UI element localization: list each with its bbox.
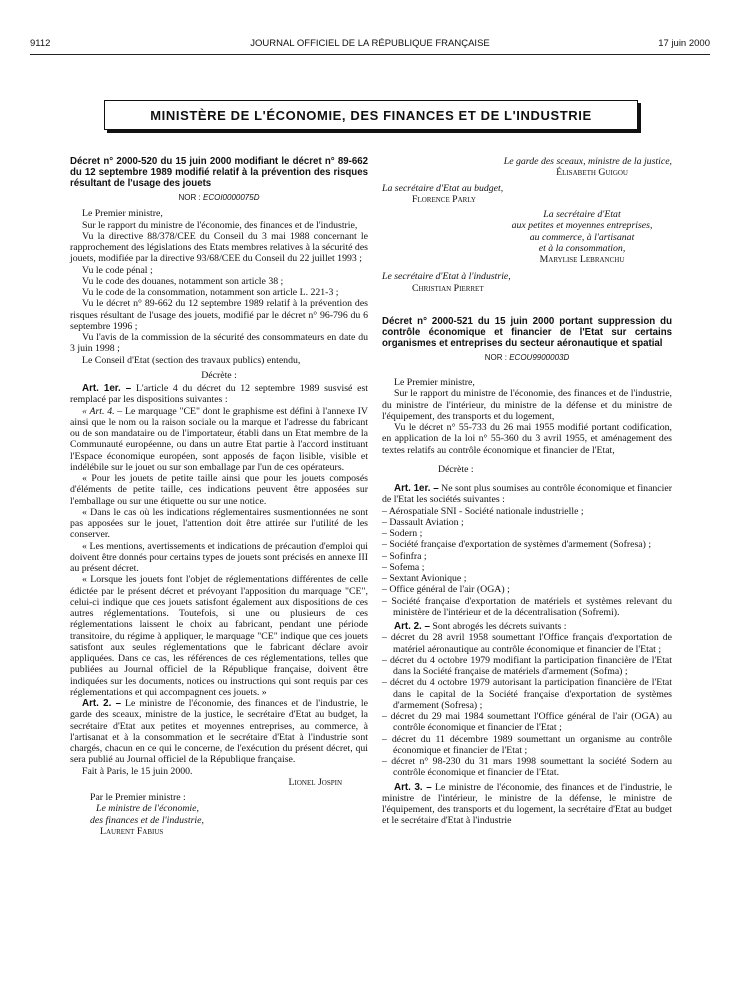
decree2-article-2 xyxy=(382,621,672,632)
signature-name: Christian Pierret xyxy=(412,282,484,294)
nor-label: NOR : xyxy=(178,193,201,202)
list-item: – Office général de l'air (OGA) ; xyxy=(382,584,672,595)
preamble-line: Sur le rapport du ministre de l'économie, des finances et de l'industrie, xyxy=(82,219,358,231)
signature-title: Le garde des sceaux, ministre de la justice, xyxy=(503,156,672,167)
preamble-line: Vu le décret n° 55-733 du 26 mai 1955 modifié portant codification, en application de la loi n° 55-360 du 3 avril 1955, et aménagement des textes relatifs au contrôle économique et financier de l'Etat, xyxy=(382,422,672,456)
decree2-article-1 xyxy=(382,483,672,506)
decree1-nor xyxy=(70,192,368,203)
preamble-line: Vu le code de la consommation, notamment son article L. 221-3 ; xyxy=(82,287,339,298)
article-text: Sont abrogés les décrets suivants : xyxy=(432,621,567,632)
signature-guigou xyxy=(382,156,672,179)
article-4-para: « Les mentions, avertissements et indications de précaution d'emploi qui doivent être donnés pour certains types de jouets sont précisés en annexe III au présent décret. xyxy=(70,540,368,574)
minister-signature xyxy=(70,792,368,837)
decree2-article-3 xyxy=(382,782,672,827)
article-4-para: « Lorsque les jouets font l'objet de réglementations différentes de celle édictée par le présent décret et prévoyant l'apposition du marquage "CE", celui-ci indique que ces jouets satisfont également aux dispositions de ces autres réglementations. Toutefois, si une ou plusieurs de ces réglementations laissent le choix au fabricant, pendant une période transitoire, du régime à appliquer, le marquage "CE" indique que ces jouets satisfont aux seules réglementations que le fabricant déclare avoir appliquées. Dans ce cas, les références de ces réglementations, telles que publiées au Journal officiel de la République française, doivent être indiquées sur les documents, notices ou instructions qui sont requis par ces réglementations et qui accompagnent ces jouets. » xyxy=(70,574,368,698)
signature-parly xyxy=(382,183,672,206)
decree2-decrete: Décrète : xyxy=(438,463,474,475)
preamble-line: Sur le rapport du ministre de l'économie, des finances et de l'industrie, du ministre de l'intérieur, du ministre de la défense et du ministre de l'équipement, des transports et du logement, xyxy=(382,388,672,422)
article-4-label: « Art. 4. – xyxy=(82,405,123,417)
decree1-title: Décret n° 2000-520 du 15 juin 2000 modifiant le décret n° 89-662 du 12 septembre 1989 modifié relatif à la prévention des risques résultant de l'usage des jouets xyxy=(70,156,368,189)
signature-title: et à la consommation, xyxy=(538,242,626,254)
article-4-para: « Pour les jouets de petite taille ainsi que pour les jouets composés d'éléments de petite taille, ces indications peuvent être apposées sur l'emballage ou sur une étiquette ou sur une notice. xyxy=(70,473,368,507)
article-label: Art. 1er. – xyxy=(82,383,132,394)
decree1-preamble xyxy=(70,208,368,366)
list-item: – Sodern ; xyxy=(382,528,672,539)
signature-name: Marylise Lebranchu xyxy=(539,254,625,265)
preamble-line: Vu la directive 88/378/CEE du Conseil du 3 mai 1988 concernant le rapprochement des législations des Etats membres relatives à la sécurité des jouets, modifiée par la directive 93/68/CEE du Conseil du 22 juillet 1993 ; xyxy=(70,230,368,265)
nor-code: ECOI0000075D xyxy=(202,193,260,202)
decree2-title: Décret n° 2000-521 du 15 juin 2000 portant suppression du contrôle économique et financier de l'Etat sur certains organismes et entreprises du secteur aéronautique et spatial xyxy=(382,315,672,349)
list-item: – Dassault Aviation ; xyxy=(382,517,672,528)
signature-lebranchu xyxy=(382,209,672,265)
preamble-line: Vu le décret n° 89-662 du 12 septembre 1989 relatif à la prévention des risques résultant de l'usage des jouets, modifié par le décret n° 96-796 du 6 septembre 1996 ; xyxy=(70,298,368,332)
list-item: – Sextant Avionique ; xyxy=(382,573,672,584)
decree1-article-2 xyxy=(70,698,368,766)
ministry-banner xyxy=(104,100,638,130)
signature-title: aux petites et moyennes entreprises, xyxy=(511,220,653,232)
nor-code: ECOU9900003D xyxy=(509,352,570,362)
decree1-decrete: Décrète : xyxy=(201,369,237,381)
article-text: Ne sont plus soumises au contrôle économique et financier de l'Etat les sociétés suivantes : xyxy=(382,483,672,506)
ministry-title: MINISTÈRE DE L'ÉCONOMIE, DES FINANCES ET DE L'INDUSTRIE xyxy=(150,107,592,123)
journal-title: JOURNAL OFFICIEL DE LA RÉPUBLIQUE FRANÇAISE xyxy=(250,38,490,49)
minister-title-2: des finances et de l'industrie, xyxy=(90,814,204,826)
article-label: Art. 3. – xyxy=(394,781,432,793)
article-4-text: Le marquage "CE" dont le graphisme est défini à l'annexe IV ainsi que le nom ou la raison sociale ou la marque et l'adresse du fabricant ou de son mandataire ou de l'importateur, établi dans un Etat membre de la Communauté européenne, ou dans un autre Etat partie à l'accord instituant l'Espace économique européen, sont apposés de façon lisible, visible et indélébile sur le jouet ou sur son emballage par l'un de ces opérateurs. xyxy=(70,405,368,473)
list-item: – Sofema ; xyxy=(382,562,672,573)
signature-pierret xyxy=(382,271,672,294)
page-number: 9112 xyxy=(30,38,51,49)
article-text: Le ministre de l'économie, des finances et de l'industrie, le garde des sceaux, ministre de la justice, le secrétaire d'Etat au budget, la secrétaire d'Etat aux petites et moyennes entreprises, au commerce, à l'artisanat et à la consommation et le secrétaire d'Etat à l'industrie sont chargés, chacun en ce qui le concerne, de l'exécution du présent décret, qui sera publié au Journal officiel de la République française. xyxy=(70,698,368,766)
running-header xyxy=(30,38,710,52)
list-item: – Sofinfra ; xyxy=(382,551,672,562)
preamble-line: Le Premier ministre, xyxy=(82,208,163,220)
list-item: – Aérospatiale SNI - Société nationale industrielle ; xyxy=(382,506,672,517)
done-at: Fait à Paris, le 15 juin 2000. xyxy=(82,765,193,777)
preamble-line: Vu l'avis de la commission de la sécurité des consommateurs en date du 3 juin 1998 ; xyxy=(70,332,368,355)
signature-title: au commerce, à l'artisanat xyxy=(529,231,635,243)
article-label: Art. 2. – xyxy=(82,698,122,709)
list-item: – décret du 28 avril 1958 soumettant l'Office français d'exportation de matériel aéronautique au contrôle économique et financier de l'Etat ; xyxy=(382,632,672,655)
list-item: – décret du 4 octobre 1979 autorisant la participation financière de l'Etat dans le capital de la Société française d'exportation de systèmes d'armement (Sofresa) ; xyxy=(382,677,672,711)
right-column xyxy=(382,156,672,827)
list-item: – Société française d'exportation de matériels et systèmes relevant du ministère de l'intérieur et de la décentralisation (Sofremi). xyxy=(382,596,672,619)
nor-label: NOR : xyxy=(484,352,507,362)
minister-name: Laurent Fabius xyxy=(100,825,164,837)
list-item: – Société française d'exportation de systèmes d'armement (Sofresa) ; xyxy=(382,539,672,550)
signature-name: Élisabeth Guigou xyxy=(556,167,628,179)
preamble-line: Vu le code des douanes, notamment son article 38 ; xyxy=(82,275,284,287)
preamble-line: Vu le code pénal ; xyxy=(82,264,153,276)
by-pm: Par le Premier ministre : xyxy=(90,792,186,803)
left-column xyxy=(70,156,368,837)
signature-title: La secrétaire d'Etat xyxy=(543,209,621,220)
list-item: – décret n° 98-230 du 31 mars 1998 soumettant la société Sodern au contrôle économique et financier de l'Etat. xyxy=(382,756,672,779)
preamble-line: Le Conseil d'Etat (section des travaux publics) entendu, xyxy=(82,354,301,366)
pm-signature: Lionel Jospin xyxy=(288,776,342,788)
preamble-line: Le Premier ministre, xyxy=(394,377,475,388)
repealed-decree-list xyxy=(382,632,672,778)
signature-title: La secrétaire d'Etat au budget, xyxy=(382,182,504,194)
article-label: Art. 1er. – xyxy=(394,483,439,494)
article-4-para xyxy=(70,406,368,474)
issue-date: 17 juin 2000 xyxy=(658,38,710,49)
decree2-nor xyxy=(382,352,672,363)
list-item: – décret du 11 décembre 1989 soumettant un organisme au contrôle économique et financier de l'Etat ; xyxy=(382,734,672,757)
decree2-preamble xyxy=(382,377,672,456)
decree1-article-1 xyxy=(70,383,368,406)
article-4-para: « Dans le cas où les indications réglementaires susmentionnées ne sont pas apposées sur le jouet, l'attention doit être attirée sur l'utilité de les conserver. xyxy=(70,506,368,541)
list-item: – décret du 4 octobre 1979 modifiant la participation financière de l'Etat dans la Société française de matériels d'armement (Sofma) ; xyxy=(382,655,672,678)
header-rule xyxy=(30,54,710,55)
article-text: Le ministre de l'économie, des finances et de l'industrie, le ministre de l'intérieur, le ministre de la défense, le ministre de l'équipement, des transports et du logement, la secrétaire d'Etat au budget et le secrétaire d'Etat à l'industrie xyxy=(382,781,672,827)
list-item: – décret du 29 mai 1984 soumettant l'Office général de l'air (OGA) au contrôle économique et financier de l'Etat ; xyxy=(382,711,672,734)
article-text: L'article 4 du décret du 12 septembre 1989 susvisé est remplacé par les dispositions suivantes : xyxy=(70,383,368,406)
signature-name: Florence Parly xyxy=(412,193,476,205)
company-list xyxy=(382,506,672,619)
signature-title: Le secrétaire d'Etat à l'industrie, xyxy=(382,271,511,283)
minister-title-1: Le ministre de l'économie, xyxy=(96,803,199,815)
article-label: Art. 2. – xyxy=(394,621,430,632)
